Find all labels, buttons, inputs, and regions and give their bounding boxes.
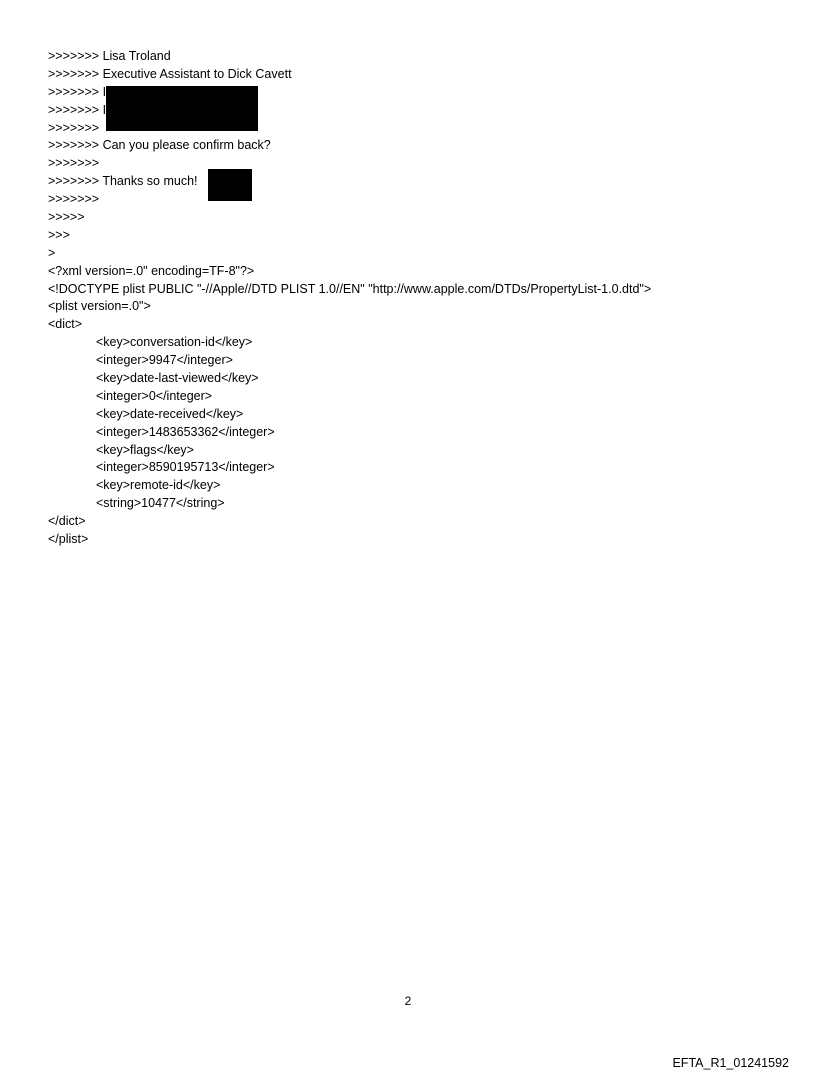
dict-entry: <key>flags</key>	[96, 442, 194, 457]
xml-line: <!DOCTYPE plist PUBLIC "-//Apple//DTD PLIST 1.0//EN" "http://www.apple.com/DTDs/PropertyList-1.0.dtd">	[48, 281, 652, 296]
email-line: >>>>>>> Executive Assistant to Dick Cavett	[48, 66, 292, 81]
xml-line: </plist>	[48, 532, 89, 547]
xml-line: </dict>	[48, 514, 86, 529]
email-line: >>>>>>> Lisa Troland	[48, 49, 171, 63]
email-line: >>>>>	[48, 210, 85, 225]
email-line: >>>>>>> Can you please confirm back?	[48, 138, 271, 153]
dict-entry: <key>conversation-id</key>	[96, 335, 253, 350]
xml-line: <dict>	[48, 317, 83, 332]
dict-entry: <integer>8590195713</integer>	[96, 460, 275, 475]
dict-entry: <integer>0</integer>	[96, 388, 213, 403]
dict-entry: <key>date-received</key>	[96, 406, 244, 421]
email-line: >>>>>>>	[48, 120, 100, 135]
dict-entry: <integer>1483653362</integer>	[96, 424, 275, 439]
page-number: 2	[404, 994, 412, 1008]
email-line: >>>>>>> I	[48, 102, 107, 117]
email-line: >>>>>>>	[48, 156, 100, 171]
email-line: >>>	[48, 227, 70, 242]
dict-entry: <key>remote-id</key>	[96, 478, 221, 493]
email-line: >>>>>>> Thanks so much!	[48, 174, 198, 189]
email-line: >>>>>>>	[48, 192, 100, 207]
document-body	[48, 48, 788, 549]
dict-entry: <key>date-last-viewed</key>	[96, 371, 259, 386]
bates-number: EFTA_R1_01241592	[672, 1056, 789, 1070]
dict-entry: <string>10477</string>	[96, 496, 225, 511]
redaction-block	[208, 169, 252, 201]
email-line: >>>>>>> I	[48, 84, 107, 99]
dict-entry: <integer>9947</integer>	[96, 353, 233, 368]
email-line: >	[48, 245, 56, 260]
xml-line: <?xml version=.0" encoding=TF-8"?>	[48, 263, 255, 278]
xml-line: <plist version=.0">	[48, 299, 151, 314]
redaction-block	[106, 86, 258, 131]
